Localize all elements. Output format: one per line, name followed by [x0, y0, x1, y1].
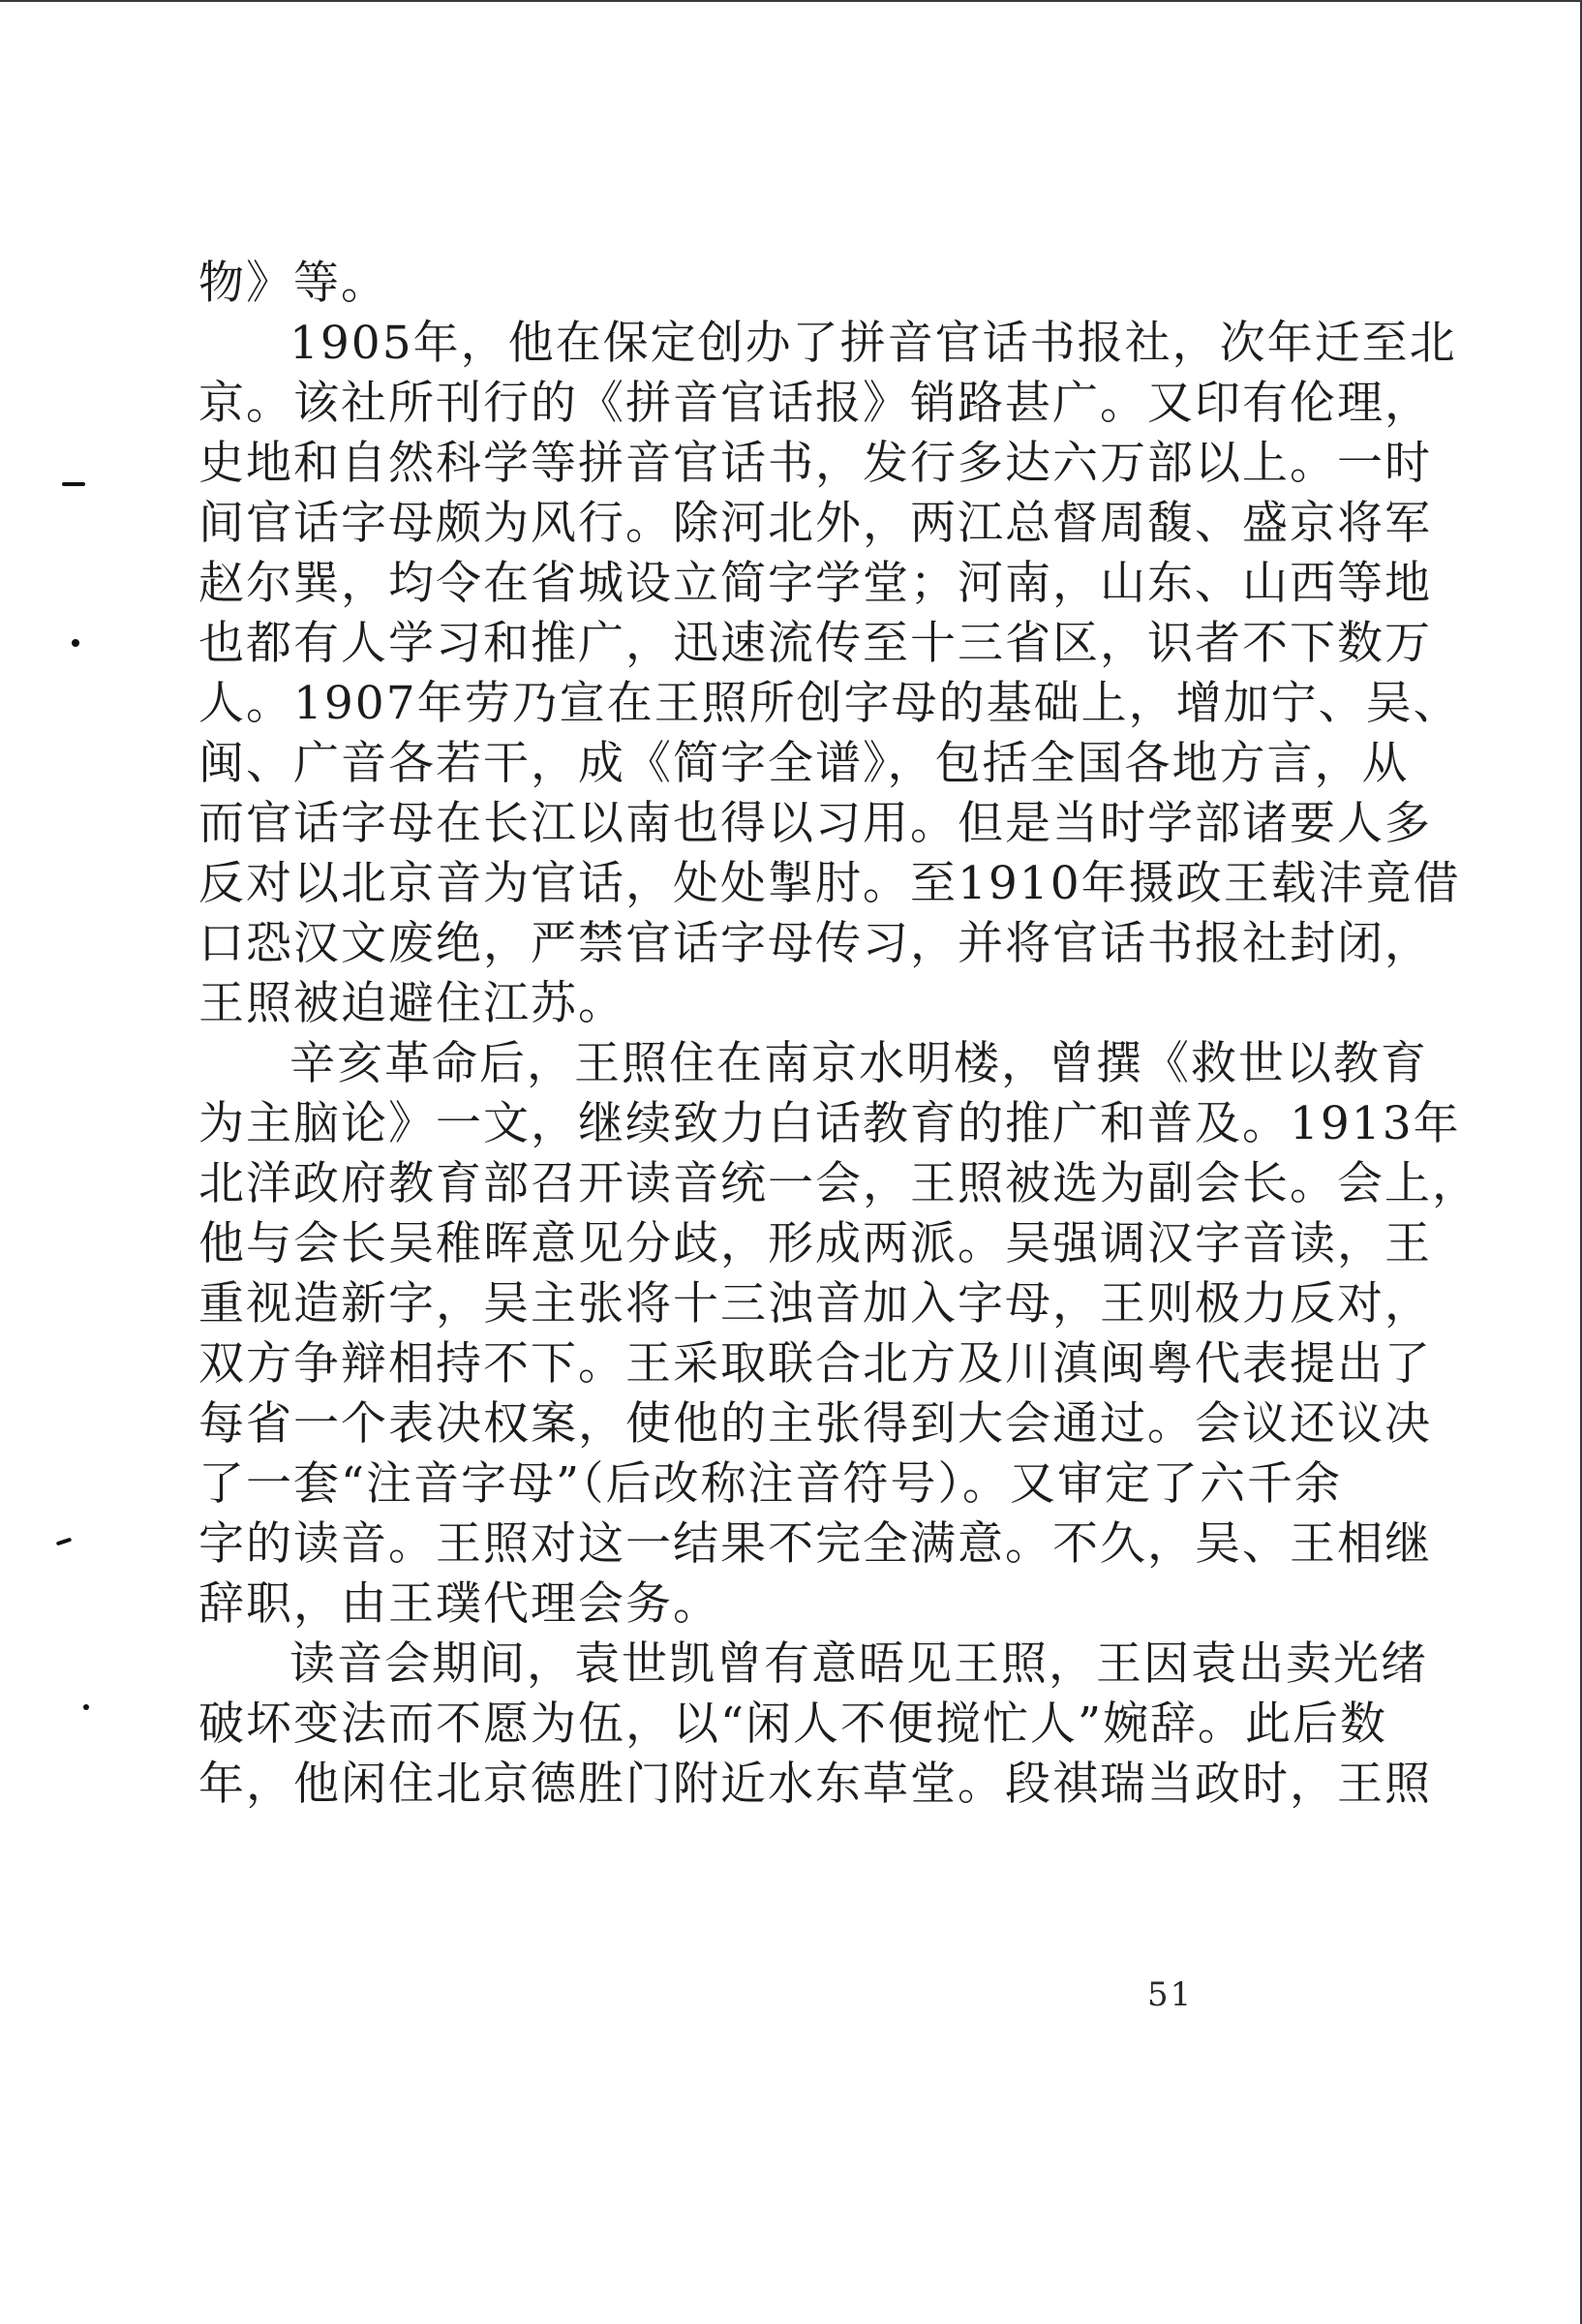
text-line: 双方争辩相持不下。王采取联合北方及川滇闽粤代表提出了 [198, 1337, 1432, 1391]
text-line: 王照被迫避住江苏。 [198, 977, 625, 1030]
text-line: 北洋政府教育部召开读音统一会，王照被选为副会长。会上， [198, 1157, 1479, 1210]
text-line: 赵尔巽，均令在省城设立简字学堂；河南，山东、山西等地 [198, 557, 1432, 610]
text-line: 每省一个表决权案，使他的主张得到大会通过。会议还议决 [198, 1397, 1432, 1451]
text-line: 人。1907年劳乃宣在王照所创字母的基础上，增加宁、吴、 [198, 677, 1461, 730]
page-top-border [0, 0, 1582, 2]
text-line: 间官话字母颇为风行。除河北外，两江总督周馥、盛京将军 [198, 497, 1432, 550]
margin-mark [56, 1538, 72, 1546]
text-line: 辞职，由王璞代理会务。 [198, 1577, 720, 1631]
text-line: 为主脑论》一文，继续致力白话教育的推广和普及。1913年 [198, 1097, 1461, 1150]
text-line: 破坏变法而不愿为伍，以“闲人不便搅忙人”婉辞。此后数 [198, 1697, 1388, 1751]
text-line: 读音会期间，袁世凯曾有意晤见王照，王因袁出卖光绪 [289, 1637, 1428, 1691]
body-text [198, 254, 1479, 1815]
text-line: 了一套“注音字母”（后改称注音符号）。又审定了六千余 [198, 1457, 1343, 1511]
margin-mark [72, 639, 79, 647]
text-line: 而官话字母在长江以南也得以习用。但是当时学部诸要人多 [198, 797, 1432, 850]
margin-mark [62, 482, 85, 486]
text-line: 史地和自然科学等拼音官话书，发行多达六万部以上。一时 [198, 437, 1432, 490]
text-line: 口恐汉文废绝，严禁官话字母传习，并将官话书报社封闭， [198, 917, 1432, 970]
text-line: 也都有人学习和推广，迅速流传至十三省区，识者不下数万 [198, 617, 1432, 670]
text-line: 他与会长吴稚晖意见分歧，形成两派。吴强调汉字音读，王 [198, 1217, 1432, 1270]
text-line: 闽、广音各若干，成《简字全谱》，包括全国各地方言，从 [198, 737, 1410, 790]
text-line: 重视造新字，吴主张将十三浊音加入字母，王则极力反对， [198, 1277, 1432, 1330]
text-line: 京。该社所刊行的《拼音官话报》销路甚广。又印有伦理， [198, 377, 1432, 430]
text-line: 反对以北京音为官话，处处掣肘。至1910年摄政王载沣竟借 [198, 857, 1461, 910]
text-line: 1905年，他在保定创办了拼音官话书报社，次年迁至北 [289, 317, 1457, 370]
text-line: 物》等。 [198, 257, 388, 310]
text-line: 年，他闲住北京德胜门附近水东草堂。段祺瑞当政时，王照 [198, 1758, 1432, 1811]
text-line: 辛亥革命后，王照住在南京水明楼，曾撰《救世以教育 [289, 1037, 1428, 1090]
text-line: 字的读音。王照对这一结果不完全满意。不久，吴、王相继 [198, 1517, 1432, 1571]
margin-mark [83, 1704, 89, 1710]
page-number: 51 [1147, 1975, 1194, 2014]
